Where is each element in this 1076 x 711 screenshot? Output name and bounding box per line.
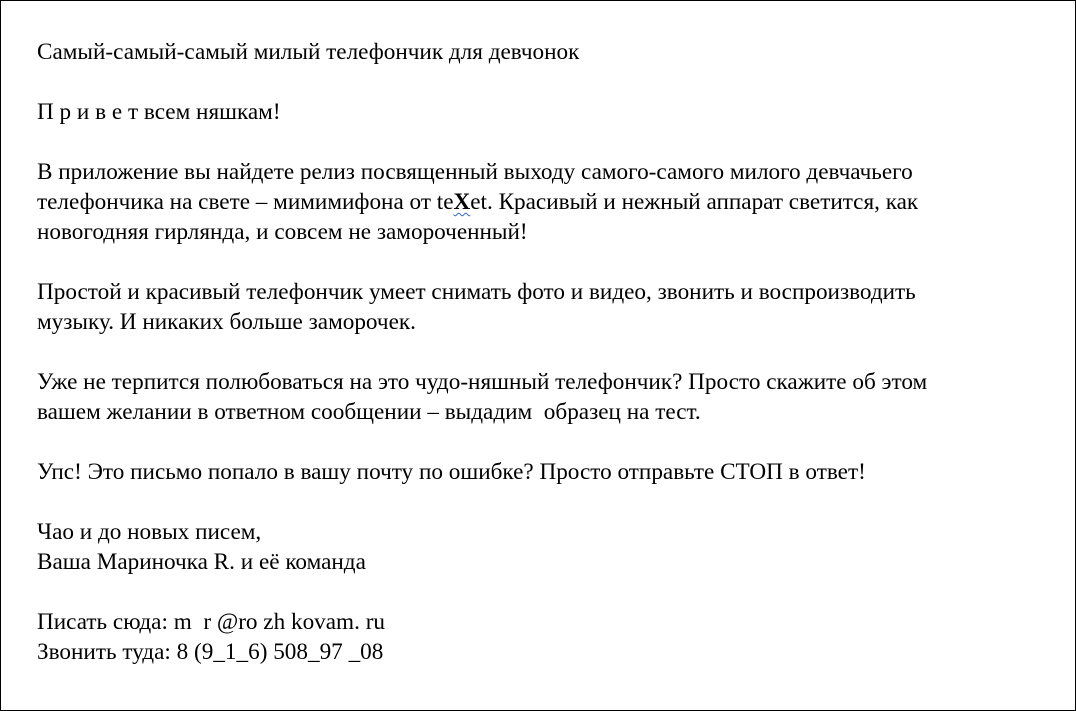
document-title: [37, 37, 1057, 67]
paragraph-release-line-1: В приложение вы найдете релиз посвященный выходу самого-самого милого девчачьего: [37, 159, 913, 185]
signoff-line-2: Ваша Мариночка R. и её команда: [37, 549, 366, 575]
brand-letter-x: X: [453, 189, 471, 215]
greeting-text: П р и в е т всем няшкам!: [37, 99, 281, 125]
paragraph-offer-line-1: Уже не терпится полюбоваться на это чудо-няшный телефончик? Просто скажите об этом: [37, 369, 928, 395]
title-text: Самый-самый-самый милый телефончик для девчонок: [37, 39, 580, 65]
contacts: [37, 607, 1057, 667]
paragraph-release: [37, 157, 1057, 247]
paragraph-unsubscribe: [37, 457, 1057, 487]
paragraph-offer: [37, 367, 1057, 427]
greeting: [37, 97, 1057, 127]
signoff: [37, 517, 1057, 577]
paragraph-offer-line-2: вашем желании в ответном сообщении – выдадим образец на тест.: [37, 399, 701, 425]
paragraph-features-line-1: Простой и красивый телефончик умеет снимать фото и видео, звонить и воспроизводить: [37, 279, 916, 305]
contact-email: Писать сюда: m r @ro zh kovam. ru: [37, 609, 386, 635]
unsubscribe-text: Упс! Это письмо попало в вашу почту по ошибке? Просто отправьте СТОП в ответ!: [37, 459, 866, 485]
contact-phone: Звонить туда: 8 (9_1_6) 508_97 _08: [37, 639, 384, 665]
paragraph-features-line-2: музыку. И никаких больше заморочек.: [37, 309, 416, 335]
signoff-line-1: Чао и до новых писем,: [37, 519, 262, 545]
paragraph-release-line-2: [37, 187, 1057, 217]
paragraph-release-line-2-start: телефончика на свете – мимимифона от te: [37, 189, 454, 215]
paragraph-release-line-3: новогодняя гирлянда, и совсем не замороченный!: [37, 219, 528, 245]
paragraph-release-line-2-end: et. Красивый и нежный аппарат светится, как: [470, 189, 919, 215]
document-body: [37, 37, 1057, 667]
paragraph-features: [37, 277, 1057, 337]
